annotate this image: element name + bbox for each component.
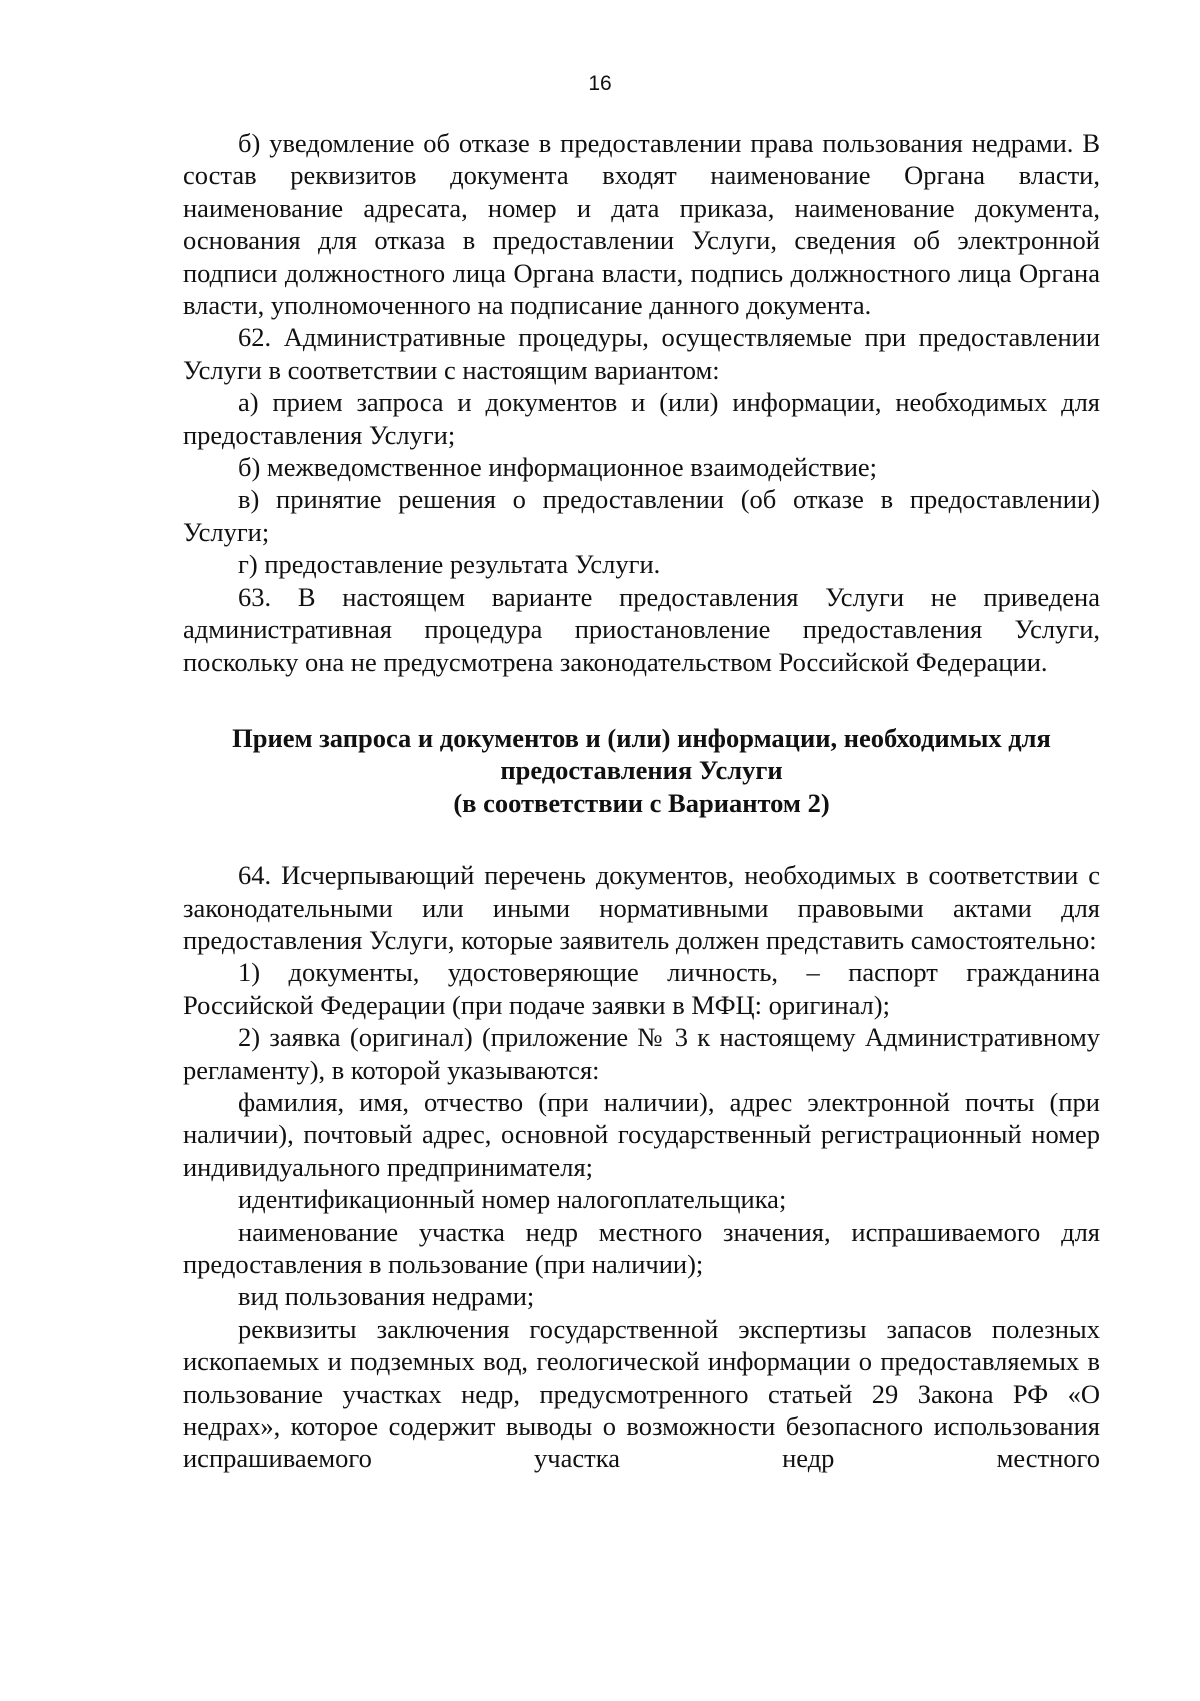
list-item-1: 1) документы, удостоверяющие личность, – паспорт гражданина Российской Федерации (при подаче заявки в МФЦ: оригинал); xyxy=(183,957,1100,1020)
list-item-2: 2) заявка (оригинал) (приложение № 3 к настоящему Административному регламенту), в которой указываются: xyxy=(183,1022,1100,1085)
list-item-a: а) прием запроса и документов и (или) информации, необходимых для предоставления Услуги; xyxy=(183,387,1100,450)
section-heading xyxy=(183,722,1100,819)
section-heading-line-2: предоставления Услуги xyxy=(500,755,783,786)
page-number: 16 xyxy=(588,72,612,95)
section-heading-line-1: Прием запроса и документов и (или) информации, необходимых для xyxy=(232,722,1051,753)
list-item-v: в) принятие решения о предоставлении (об отказе в предоставлении) Услуги; xyxy=(183,484,1100,547)
paragraph-63: 63. В настоящем варианте предоставления Услуги не приведена административная процедура приостановление предоставления Услуги, поскольку она не предусмотрена законодательством Российской Федерации. xyxy=(183,581,1100,677)
application-field-use-type: вид пользования недрами; xyxy=(238,1281,535,1312)
application-field-plot: наименование участка недр местного значения, испрашиваемого для предоставления в пользование (при наличии); xyxy=(183,1216,1100,1279)
paragraph-notice-refusal: б) уведомление об отказе в предоставлении права пользования недрами. В состав реквизитов документа входят наименование Органа власти, наименование адресата, номер и дата приказа, наименование документа, основания для отказа в предоставлении Услуги, сведения об электронной подписи должностного лица Органа власти, подпись должностного лица Органа власти, уполномоченного на подписание данного документа. xyxy=(183,128,1100,321)
section-heading-line-3: (в соответствии с Вариантом 2) xyxy=(453,787,830,818)
document-body xyxy=(183,127,1100,1475)
application-field-expertise: реквизиты заключения государственной экспертизы запасов полезных ископаемых и подземных вод, геологической информации о предоставляемых в пользование участках недр, предусмотренного статьей 29 Закона РФ «О недрах», которое содержит выводы о возможности безопасного использования испрашиваемого участка недр местного xyxy=(183,1313,1100,1474)
application-field-name: фамилия, имя, отчество (при наличии), адрес электронной почты (при наличии), почтовый адрес, основной государственный регистрационный номер индивидуального предпринимателя; xyxy=(183,1086,1100,1182)
list-item-g: г) предоставление результата Услуги. xyxy=(238,549,661,580)
list-item-b: б) межведомственное информационное взаимодействие; xyxy=(238,452,878,483)
paragraph-62: 62. Административные процедуры, осуществляемые при предоставлении Услуги в соответствии с настоящим вариантом: xyxy=(183,322,1100,385)
application-field-inn: идентификационный номер налогоплательщика; xyxy=(238,1184,787,1215)
paragraph-64: 64. Исчерпывающий перечень документов, необходимых в соответствии с законодательными или иными нормативными правовыми актами для предоставления Услуги, которые заявитель должен представить самостоятельно: xyxy=(183,860,1100,955)
